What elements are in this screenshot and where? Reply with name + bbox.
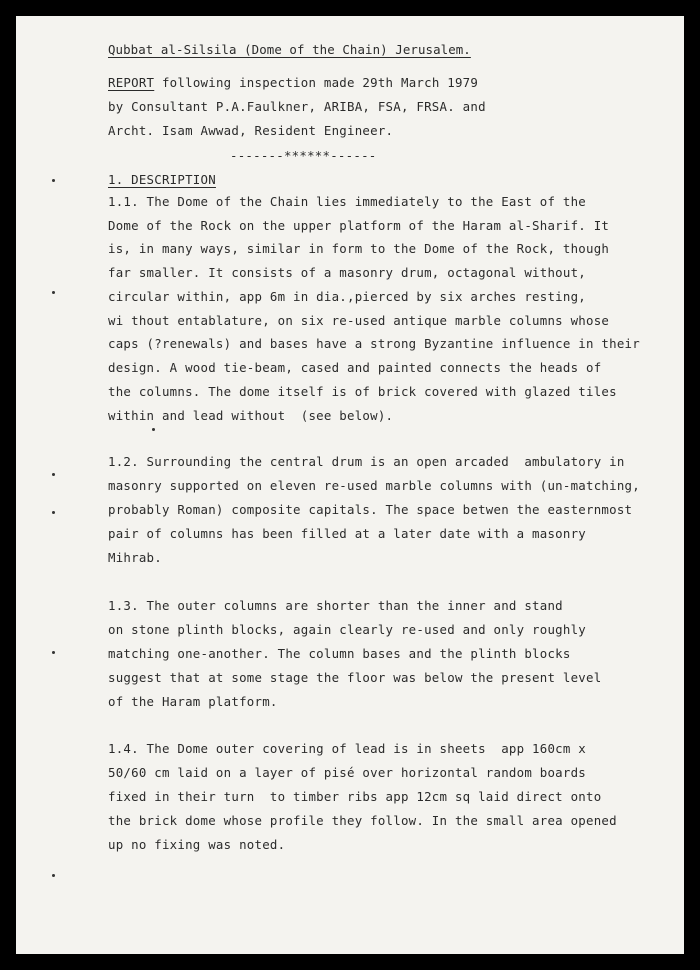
paragraph-line: pair of columns has been filled at a later date with a masonry (108, 526, 587, 541)
paragraph-line: matching one-another. The column bases and the plinth blocks (108, 646, 571, 661)
paragraph-line: the columns. The dome itself is of brick covered with glazed tiles (108, 384, 617, 399)
paragraph-line: circular within, app 6m in dia.,pierced by six arches resting, (108, 289, 587, 304)
margin-mark (52, 473, 55, 476)
paragraph-line: within and lead without (see below). (108, 408, 394, 423)
margin-mark (52, 291, 55, 294)
paragraph-line: caps (?renewals) and bases have a strong Byzantine influence in their (108, 336, 640, 351)
header-line: Archt. Isam Awwad, Resident Engineer. (108, 123, 394, 138)
separator: -------******------ (230, 148, 377, 163)
paragraph-line: on stone plinth blocks, again clearly re-used and only roughly (108, 622, 587, 637)
report-line (108, 75, 478, 90)
paragraph-line: design. A wood tie-beam, cased and painted connects the heads of (108, 360, 602, 375)
paragraph-line: Dome of the Rock on the upper platform of the Haram al-Sharif. It (108, 218, 610, 233)
paragraph-line: fixed in their turn to timber ribs app 12cm sq laid direct onto (108, 789, 602, 804)
report-line-text: following inspection made 29th March 1979 (154, 75, 479, 90)
margin-mark (52, 874, 55, 877)
paragraph-line: 1.4. The Dome outer covering of lead is in sheets app 160cm x (108, 741, 587, 756)
paragraph-line: probably Roman) composite capitals. The space betwen the easternmost (108, 502, 633, 517)
document-page (16, 16, 684, 954)
paragraph-line: the brick dome whose profile they follow. In the small area opened (108, 813, 617, 828)
margin-mark (152, 428, 155, 431)
paragraph-line: up no fixing was noted. (108, 837, 286, 852)
paragraph-line: 1.1. The Dome of the Chain lies immediately to the East of the (108, 194, 587, 209)
paragraph-line: suggest that at some stage the floor was below the present level (108, 670, 602, 685)
margin-mark (52, 179, 55, 182)
paragraph-line: Mihrab. (108, 550, 162, 565)
paragraph-line: 1.3. The outer columns are shorter than the inner and stand (108, 598, 563, 613)
paragraph-line: far smaller. It consists of a masonry drum, octagonal without, (108, 265, 587, 280)
document-title: Qubbat al-Silsila (Dome of the Chain) Jerusalem. (108, 42, 471, 57)
margin-mark (52, 651, 55, 654)
paragraph-line: wi thout entablature, on six re-used antique marble columns whose (108, 313, 610, 328)
section-heading: 1. DESCRIPTION (108, 172, 216, 187)
paragraph-line: 1.2. Surrounding the central drum is an open arcaded ambulatory in (108, 454, 625, 469)
paragraph-line: of the Haram platform. (108, 694, 278, 709)
margin-mark (52, 511, 55, 514)
header-line: by Consultant P.A.Faulkner, ARIBA, FSA, FRSA. and (108, 99, 486, 114)
report-label: REPORT (108, 75, 155, 90)
paragraph-line: masonry supported on eleven re-used marble columns with (un-matching, (108, 478, 640, 493)
paragraph-line: is, in many ways, similar in form to the Dome of the Rock, though (108, 241, 610, 256)
paragraph-line: 50/60 cm laid on a layer of pisé over horizontal random boards (108, 765, 587, 780)
